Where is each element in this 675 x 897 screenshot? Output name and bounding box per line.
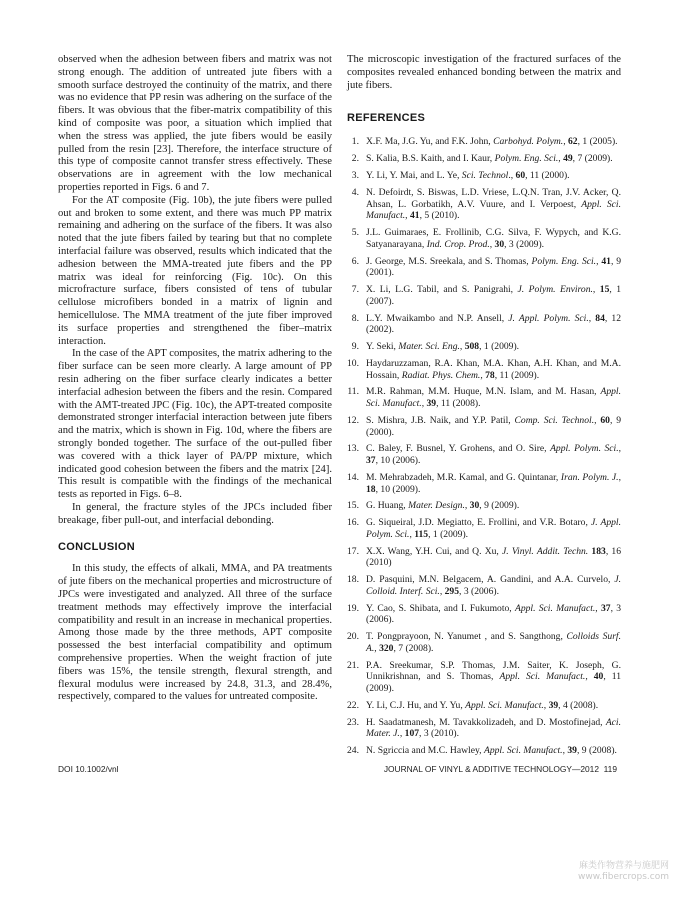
reference-details: , 3 (2006). bbox=[366, 602, 622, 626]
reference-text bbox=[366, 341, 621, 353]
reference-details: , 9 (2008). bbox=[576, 745, 617, 757]
body-paragraph: In the case of the APT composites, the matrix adhering to the fiber surface can be seen more clearly. A large amount of PP resin adhering on the fiber surface clearly indicates a better interfacial adhesion between the fibers and the resin. Compared with the AMT-treated JPC (Fig. 10c), the APT-treated composite demonstrated stronger interfacial interaction between jute fibers and the matrix, which is shown in Fig. 10d, where the fibers are strongly bonded together. The surface of the out-pulled fiber was covered with a thick layer of PA/PP mixture, which indicated good cohesion between the fibers and the matrix [24]. This result is compatible with the findings of the mechanical tests as reported in Figs. 6–8. bbox=[58, 348, 332, 501]
reference-journal: Appl. Sci. Manufact. bbox=[366, 386, 621, 410]
body-paragraph: observed when the adhesion between fibers and matrix was not strong enough. The addition of untreated jute fibers with a smooth surface destroyed the continuity of the matrix, and there was no evidence that PP resin was adhering on the surface of the fibers. It was obvious that the fiber-matrix compatibility of this kind of composite was poor, a situation which implied that when the stress was applied, the jute fibers would be easily pulled from the resin [23]. Therefore, the interface structure of this type of composite cannot transfer stress effectively. These observations are in agreement with the low mechanical properties reported in Figs. 6 and 7. bbox=[58, 54, 332, 193]
reference-separator: , bbox=[409, 528, 415, 540]
reference-volume: 37 bbox=[600, 602, 611, 614]
footer-doi: DOI 10.1002/vnl bbox=[58, 764, 119, 774]
reference-text bbox=[366, 700, 621, 712]
reference-number: 20. bbox=[347, 631, 359, 643]
reference-authors: S. Kalia, B.S. Kaith, and I. Kaur, bbox=[366, 153, 495, 165]
reference-item bbox=[347, 700, 621, 712]
reference-details: , 10 (2009). bbox=[375, 483, 421, 495]
reference-authors: N. Defoirdt, S. Biswas, L.D. Vriese, L.Q.N. Tran, J.V. Acker, Q. Ahsan, L. Gorbatikh, A.V. Vuure, and I. Verpoest, bbox=[366, 187, 621, 210]
reference-text bbox=[366, 546, 621, 569]
reference-authors: Y. Li, Y. Mai, and L. Ye, bbox=[366, 170, 462, 182]
reference-number: 6. bbox=[351, 255, 359, 267]
reference-separator: , bbox=[405, 210, 410, 222]
reference-details: , 11 (2008). bbox=[436, 398, 481, 410]
reference-authors: Y. Cao, S. Shibata, and I. Fukumoto, bbox=[366, 602, 515, 614]
reference-details: , 1 (2009). bbox=[479, 341, 520, 353]
reference-authors: Y. Seki, bbox=[366, 341, 399, 353]
reference-number: 5. bbox=[351, 227, 359, 239]
reference-number: 15. bbox=[347, 500, 359, 512]
reference-journal: Carbohyd. Polym. bbox=[493, 136, 564, 148]
reference-authors: N. Sgriccia and M.C. Hawley, bbox=[366, 745, 484, 757]
reference-authors: G. Siqueiral, J.D. Megiatto, E. Frollini, and V.R. Botaro, bbox=[366, 517, 591, 529]
reference-details: , 16 (2010) bbox=[366, 545, 622, 569]
reference-authors: G. Huang, bbox=[366, 500, 409, 512]
reference-authors: T. Pongprayoon, N. Yanumet , and S. Sangthong, bbox=[366, 631, 567, 643]
reference-number: 22. bbox=[347, 699, 359, 711]
reference-volume: 41 bbox=[409, 210, 420, 222]
page-number: 119 bbox=[603, 764, 617, 774]
reference-details: , 5 (2010). bbox=[419, 210, 460, 222]
reference-separator: , bbox=[399, 728, 405, 740]
reference-volume: 60 bbox=[600, 414, 610, 426]
reference-separator: , bbox=[595, 602, 601, 614]
reference-separator: , bbox=[594, 414, 601, 426]
reference-volume: 84 bbox=[595, 312, 605, 324]
reference-item bbox=[347, 256, 621, 279]
reference-item bbox=[347, 443, 621, 466]
reference-details: , 7 (2008). bbox=[393, 642, 434, 654]
reference-item bbox=[347, 153, 621, 165]
reference-text bbox=[366, 472, 621, 495]
reference-volume: 107 bbox=[404, 728, 420, 740]
reference-journal: Mater. Sci. Eng. bbox=[398, 341, 460, 353]
reference-details: , 12 (2002). bbox=[366, 312, 622, 336]
reference-number: 10. bbox=[347, 357, 359, 369]
reference-number: 13. bbox=[347, 443, 359, 455]
reference-volume: 39 bbox=[567, 745, 577, 757]
reference-item bbox=[347, 574, 621, 597]
reference-journal: Comp. Sci. Technol. bbox=[514, 414, 595, 426]
reference-item bbox=[347, 187, 621, 222]
reference-item bbox=[347, 170, 621, 182]
reference-volume: 78 bbox=[485, 369, 495, 381]
reference-separator: ., bbox=[508, 170, 516, 182]
reference-text bbox=[366, 574, 621, 597]
reference-authors: M. Mehrabzadeh, M.R. Kamal, and G. Quintanar, bbox=[366, 471, 561, 483]
reference-details: , 11 (2009). bbox=[366, 671, 621, 694]
reference-item bbox=[347, 717, 621, 740]
reference-authors: M.R. Rahman, M.M. Huque, M.N. Islam, and M. Hasan, bbox=[366, 386, 601, 398]
reference-item bbox=[347, 227, 621, 250]
reference-number: 19. bbox=[347, 602, 359, 614]
reference-separator: , bbox=[558, 153, 564, 165]
reference-volume: 41 bbox=[601, 255, 611, 267]
reference-journal: J. Appl. Polym. Sci. bbox=[508, 312, 589, 324]
reference-journal: J. Vinyl. Addit. Techn. bbox=[502, 545, 589, 557]
reference-separator: , bbox=[596, 255, 602, 267]
reference-item bbox=[347, 358, 621, 381]
reference-journal: Polym. Eng. Sci. bbox=[494, 153, 559, 165]
reference-text bbox=[366, 227, 621, 250]
reference-number: 3. bbox=[351, 170, 359, 182]
reference-details: , 9 (2009). bbox=[479, 500, 520, 512]
reference-item bbox=[347, 745, 621, 757]
reference-journal: Mater. Design. bbox=[408, 500, 465, 512]
reference-volume: 15 bbox=[599, 284, 610, 296]
reference-details: , 9 (2000). bbox=[366, 414, 622, 438]
reference-separator: , bbox=[480, 369, 486, 381]
reference-number: 17. bbox=[347, 545, 359, 557]
reference-journal: Ind. Crop. Prod. bbox=[426, 238, 490, 250]
reference-separator: , bbox=[489, 238, 495, 250]
reference-authors: L.Y. Mwaikambo and N.P. Ansell, bbox=[366, 312, 509, 324]
footer-journal: JOURNAL OF VINYL & ADDITIVE TECHNOLOGY—2012 bbox=[383, 764, 599, 774]
reference-separator: , bbox=[543, 699, 549, 711]
reference-journal: Aci. Mater. J. bbox=[366, 716, 621, 740]
reference-text bbox=[366, 660, 621, 695]
reference-journal: Appl. Polym. Sci. bbox=[550, 443, 619, 455]
reference-volume: 183 bbox=[591, 545, 606, 557]
reference-authors: H. Saadatmanesh, M. Tavakkolizadeh, and D. Mostofinejad, bbox=[366, 716, 606, 728]
reference-volume: 115 bbox=[414, 528, 429, 540]
reference-journal: Iran. Polym. J. bbox=[560, 471, 619, 483]
reference-item bbox=[347, 500, 621, 512]
reference-number: 1. bbox=[351, 136, 359, 148]
reference-text bbox=[366, 256, 621, 279]
reference-authors: X.X. Wang, Y.H. Cui, and Q. Xu, bbox=[366, 545, 503, 557]
reference-text bbox=[366, 500, 621, 512]
reference-authors: P.A. Sreekumar, S.P. Thomas, J.M. Saiter, K. Joseph, G. Unnikrishnan, and S. Thomas, bbox=[366, 659, 621, 683]
reference-number: 16. bbox=[347, 517, 359, 529]
reference-item bbox=[347, 517, 621, 540]
reference-text bbox=[366, 631, 621, 654]
body-paragraph: The microscopic investigation of the fractured surfaces of the composites revealed enhanced bonding between the matrix and jute fibers. bbox=[347, 54, 621, 91]
reference-journal: Colloids Surf. A. bbox=[366, 631, 621, 654]
conclusion-paragraph: In this study, the effects of alkali, MMA, and PA treatments of jute fibers on the mechanical properties and microstructure of JPCs were investigated and analyzed. All three of the surface treatment methods may effectively improve the interfacial compatibility and result in an increase in mechanical properties. Among those made by the three methods, APT composite possessed the best interfacial compatibility and optimum comprehensive properties. When the weight fraction of jute fibers was 15%, the tensile strength, flexural strength, and flexural modulus were increased by 24.8, 31.3, and 28.4%, respectively, compared to the values for untreated composite. bbox=[58, 563, 332, 703]
body-paragraph: For the AT composite (Fig. 10b), the jute fibers were pulled out and broken to some extent, and there was much PP matrix remaining and adhering on the surface of the fibers. It was also noted that the jute fibers failed by tearing but that no complete interfacial failure was observed, results which indicated that the adhesion between the MMA-treated jute fibers and the PP matrix was ideal for reinforcing (Fig. 10c). On this microfracture surface, fibers consisted of tens of tubular cellulose microfibers bonded in a matrix of lignin and hemicellulose. The MMA treatment of the jute fiber improved its surface properties and strengthened the fiber–matrix interaction. bbox=[58, 194, 332, 347]
reference-number: 14. bbox=[347, 471, 359, 483]
reference-list bbox=[347, 136, 621, 756]
reference-separator: , bbox=[618, 443, 621, 455]
reference-journal: Appl. Sci. Manufact. bbox=[366, 198, 621, 222]
reference-separator: , bbox=[464, 500, 470, 512]
reference-text bbox=[366, 517, 621, 540]
reference-details: , 11 (2009). bbox=[494, 369, 540, 381]
reference-text bbox=[366, 386, 621, 409]
reference-authors: S. Mishra, J.B. Naik, and Y.P. Patil, bbox=[366, 414, 515, 426]
reference-authors: Haydaruzzaman, R.A. Khan, M.A. Khan, A.H. Khan, and M.A. Hossain, bbox=[366, 357, 621, 381]
reference-item bbox=[347, 660, 621, 695]
reference-authors: J. George, M.S. Sreekala, and S. Thomas, bbox=[366, 255, 532, 267]
reference-item bbox=[347, 415, 621, 438]
watermark bbox=[578, 861, 669, 883]
reference-details: , 1 (2009). bbox=[428, 528, 469, 540]
reference-authors: J.L. Guimaraes, E. Frollinib, C.G. Silva, F. Wypych, and K.G. Satyanarayana, bbox=[366, 227, 621, 250]
reference-journal: Sci. Technol bbox=[461, 170, 509, 182]
reference-item bbox=[347, 546, 621, 569]
reference-authors: X. Li, L.G. Tabil, and S. Panigrahi, bbox=[366, 284, 518, 296]
conclusion-heading: CONCLUSION bbox=[58, 541, 135, 554]
reference-text bbox=[366, 745, 621, 757]
reference-volume: 30 bbox=[469, 500, 480, 512]
reference-journal: J. Polym. Environ. bbox=[517, 284, 593, 296]
reference-number: 8. bbox=[351, 312, 359, 324]
reference-details: , 11 (2000). bbox=[525, 170, 570, 182]
reference-volume: 62 bbox=[568, 136, 578, 148]
reference-authors: D. Pasquini, M.N. Belgacem, A. Gandini, and A.A. Curvelo, bbox=[366, 574, 615, 586]
reference-details: , 4 (2008). bbox=[558, 699, 599, 711]
references-heading: REFERENCES bbox=[347, 112, 426, 125]
reference-text bbox=[366, 170, 621, 182]
reference-volume: 320 bbox=[379, 642, 394, 654]
reference-journal: Appl. Sci. Manufact. bbox=[483, 745, 563, 757]
reference-number: 4. bbox=[351, 187, 359, 199]
reference-volume: 37 bbox=[366, 455, 376, 467]
watermark-title: 麻类作物营养与施肥网 bbox=[578, 861, 669, 871]
reference-number: 12. bbox=[347, 414, 359, 426]
reference-volume: 30 bbox=[494, 238, 505, 250]
reference-item bbox=[347, 603, 621, 626]
reference-number: 23. bbox=[347, 716, 359, 728]
reference-volume: 60 bbox=[515, 170, 526, 182]
reference-authors: X.F. Ma, J.G. Yu, and F.K. John, bbox=[366, 136, 494, 148]
reference-separator: , bbox=[459, 341, 465, 353]
reference-text bbox=[366, 603, 621, 626]
reference-separator: , bbox=[618, 471, 621, 483]
reference-number: 11. bbox=[347, 386, 359, 398]
reference-text bbox=[366, 313, 621, 336]
reference-text bbox=[366, 717, 621, 740]
reference-text bbox=[366, 358, 621, 381]
reference-details: , 3 (2006). bbox=[459, 585, 499, 597]
reference-text bbox=[366, 136, 621, 148]
reference-separator: , bbox=[421, 398, 427, 410]
reference-text bbox=[366, 443, 621, 466]
reference-volume: 49 bbox=[563, 153, 573, 165]
reference-number: 24. bbox=[347, 745, 359, 757]
reference-authors: C. Baley, F. Busnel, Y. Grohens, and O. Sire, bbox=[366, 443, 551, 455]
footer-journal-line bbox=[384, 764, 617, 774]
reference-separator: , bbox=[562, 745, 568, 757]
reference-journal: Appl. Sci. Manufact. bbox=[499, 671, 586, 683]
reference-number: 9. bbox=[351, 341, 359, 353]
reference-details: , 7 (2009). bbox=[572, 153, 613, 165]
reference-separator: , bbox=[563, 136, 568, 148]
left-column bbox=[58, 54, 332, 704]
reference-journal: Polym. Eng. Sci. bbox=[531, 255, 597, 267]
reference-volume: 39 bbox=[548, 699, 559, 711]
reference-text bbox=[366, 284, 621, 307]
watermark-url: www.fibercrops.com bbox=[578, 872, 669, 882]
reference-number: 21. bbox=[347, 659, 359, 671]
reference-item bbox=[347, 136, 621, 148]
reference-details: , 10 (2006). bbox=[375, 455, 421, 467]
reference-item bbox=[347, 631, 621, 654]
reference-details: , 3 (2010). bbox=[419, 728, 459, 740]
body-paragraph: In general, the fracture styles of the JPCs included fiber breakage, fiber pull-out, and interfacial debonding. bbox=[58, 501, 332, 526]
reference-separator: , bbox=[588, 312, 596, 324]
reference-item bbox=[347, 386, 621, 409]
reference-volume: 18 bbox=[366, 483, 376, 495]
reference-item bbox=[347, 472, 621, 495]
reference-text bbox=[366, 415, 621, 438]
reference-text bbox=[366, 153, 621, 165]
reference-number: 18. bbox=[347, 574, 359, 586]
reference-journal: Appl. Sci. Manufact. bbox=[465, 699, 544, 711]
reference-journal: Appl. Sci. Manufact. bbox=[514, 602, 596, 614]
reference-item bbox=[347, 313, 621, 336]
reference-separator: , bbox=[439, 585, 445, 597]
reference-number: 7. bbox=[351, 284, 359, 296]
reference-details: , 1 (2007). bbox=[366, 284, 621, 307]
reference-text bbox=[366, 187, 621, 222]
reference-journal: J. Appl. Polym. Sci. bbox=[366, 517, 621, 540]
reference-separator: , bbox=[592, 284, 600, 296]
reference-item bbox=[347, 284, 621, 307]
reference-item bbox=[347, 341, 621, 353]
reference-details: , 9 (2001). bbox=[366, 255, 622, 279]
reference-separator: , bbox=[374, 642, 380, 654]
reference-volume: 39 bbox=[426, 398, 437, 410]
reference-journal: J. Colloid. Interf. Sci. bbox=[366, 574, 621, 597]
right-column bbox=[347, 54, 621, 762]
reference-details: , 1 (2005). bbox=[577, 136, 618, 148]
reference-details: , 3 (2009). bbox=[504, 238, 545, 250]
reference-volume: 508 bbox=[464, 341, 480, 353]
reference-number: 2. bbox=[351, 153, 359, 165]
reference-volume: 40 bbox=[593, 671, 604, 683]
reference-journal: Radiat. Phys. Chem. bbox=[401, 369, 481, 381]
reference-authors: Y. Li, C.J. Hu, and Y. Yu, bbox=[366, 699, 466, 711]
reference-separator: , bbox=[585, 671, 594, 683]
reference-volume: 295 bbox=[444, 585, 460, 597]
